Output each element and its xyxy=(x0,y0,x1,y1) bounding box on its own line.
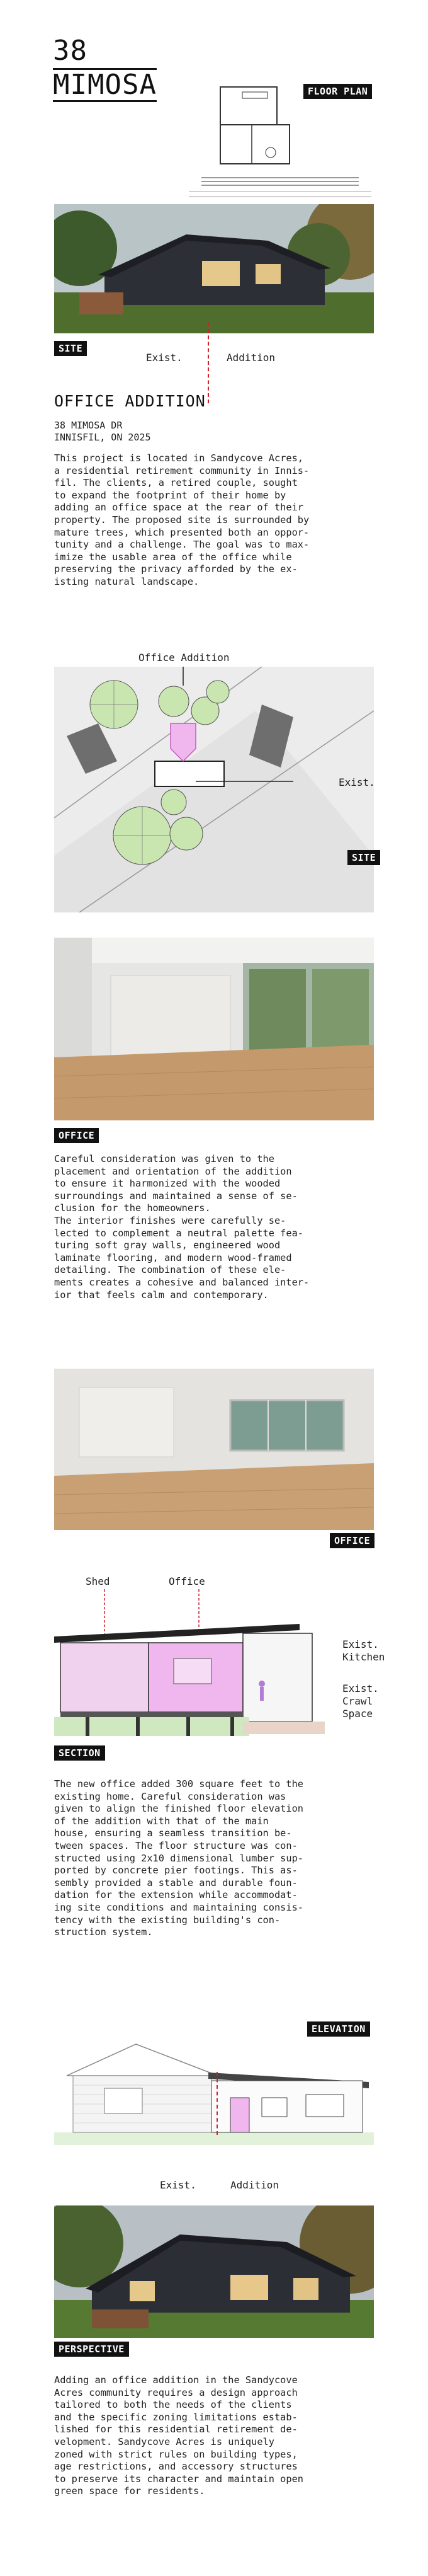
project-title: OFFICE ADDITION xyxy=(54,392,206,410)
text-line: to preserve its character and maintain open xyxy=(54,2473,304,2485)
text-line: clusion for the homeowners. xyxy=(54,1202,211,1214)
text-line: detailing. The combination of these ele- xyxy=(54,1264,286,1276)
text-line: tency with the existing building's con- xyxy=(54,1914,281,1926)
project-name: MIMOSA xyxy=(53,69,157,101)
text-line: of the addition with that of the main xyxy=(54,1815,269,1827)
floor-plan-tag: FLOOR PLAN xyxy=(303,84,372,99)
exist-addition-divider xyxy=(208,323,209,403)
office-interior-photo-1 xyxy=(54,938,374,1120)
text-line: surroundings and maintained a sense of se- xyxy=(54,1190,298,1202)
text-line: imize the usable area of the office while xyxy=(54,551,292,563)
site-plan-tag: SITE xyxy=(347,850,380,865)
project-number: 38 xyxy=(53,35,87,67)
site-addition-label: Addition xyxy=(227,352,276,364)
text-line: Exist. xyxy=(342,1638,379,1650)
text-line: lected to complement a neutral palette fea- xyxy=(54,1227,304,1239)
project-address-line2: INNISFIL, ON 2025 xyxy=(54,432,151,443)
text-line: age restrictions, and accessory structures xyxy=(54,2461,298,2473)
text-line: zoned with strict rules on building types, xyxy=(54,2448,298,2460)
text-line: ing site conditions and maintaining consis- xyxy=(54,1901,304,1913)
text-line: adding an office space at the rear of their xyxy=(54,502,304,514)
text-line: Acres community requires a design approach xyxy=(54,2386,298,2398)
text-line: velopment. Sandycove Acres is uniquely xyxy=(54,2435,274,2447)
text-line: laminate flooring, and modern wood-framed xyxy=(54,1251,292,1263)
project-description xyxy=(54,452,374,589)
office-description xyxy=(54,1153,374,1301)
text-line: and the specific zoning limitations estab- xyxy=(54,2411,298,2423)
perspective-photo xyxy=(54,2205,374,2338)
text-line: This project is located in Sandycove Acres, xyxy=(54,452,304,464)
section-tag: SECTION xyxy=(54,1745,105,1761)
text-line: The interior finishes were carefully se- xyxy=(54,1214,286,1226)
text-line: mature trees, which presented both an oppor- xyxy=(54,526,310,538)
site-photo-tag: SITE xyxy=(54,341,87,356)
text-line: preserving the privacy afforded by the ex- xyxy=(54,563,298,575)
text-line: fil. The clients, a retired couple, sought xyxy=(54,477,298,489)
text-line: dation for the extension while accommodat- xyxy=(54,1889,298,1901)
site-exist-label: Exist. xyxy=(146,352,183,364)
text-line: isting natural landscape. xyxy=(54,575,200,587)
text-line: structed using 2x10 dimensional lumber sup- xyxy=(54,1852,304,1864)
text-line: Crawl xyxy=(342,1695,373,1707)
site-plan-drawing xyxy=(54,667,374,912)
text-line: property. The proposed site is surrounded by xyxy=(54,514,310,526)
perspective-description xyxy=(54,2374,374,2498)
text-line: Careful consideration was given to the xyxy=(54,1153,274,1164)
text-line: given to align the finished floor elevation xyxy=(54,1803,304,1815)
text-line: Kitchen xyxy=(342,1651,385,1663)
section-exist-crawl xyxy=(342,1682,379,1720)
text-line: Exist. xyxy=(342,1682,379,1694)
perspective-tag: PERSPECTIVE xyxy=(54,2342,129,2357)
site-plan-exist-label: Exist. xyxy=(339,776,375,788)
elevation-divider xyxy=(217,2072,218,2135)
text-line: placement and orientation of the addition xyxy=(54,1165,292,1177)
text-line: existing home. Careful consideration was xyxy=(54,1790,286,1802)
elevation-drawing xyxy=(54,2038,374,2158)
text-line: house, ensuring a seamless transition be- xyxy=(54,1827,292,1839)
text-line: ments creates a cohesive and balanced inter- xyxy=(54,1276,310,1288)
office-interior-photo-2 xyxy=(54,1369,374,1530)
section-shed-label: Shed xyxy=(86,1575,110,1587)
text-line: lished for this residential retirement de- xyxy=(54,2424,298,2435)
site-exterior-photo xyxy=(54,204,374,333)
text-line: a residential retirement community in Innis- xyxy=(54,464,310,476)
elevation-addition-label: Addition xyxy=(230,2179,279,2191)
text-line: to ensure it harmonized with the wooded xyxy=(54,1178,281,1190)
text-line: turing soft gray walls, engineered wood xyxy=(54,1239,281,1251)
elevation-exist-label: Exist. xyxy=(160,2179,196,2191)
section-exist-kitchen xyxy=(342,1638,385,1664)
floor-plan-drawing xyxy=(164,83,378,200)
section-office-label: Office xyxy=(169,1575,205,1587)
text-line: to expand the footprint of their home by xyxy=(54,489,286,501)
office-tag-1: OFFICE xyxy=(54,1128,99,1143)
text-line: The new office added 300 square feet to the xyxy=(54,1778,304,1790)
section-description xyxy=(54,1778,374,1939)
project-address-line1: 38 MIMOSA DR xyxy=(54,420,123,431)
text-line: Adding an office addition in the Sandycove xyxy=(54,2374,298,2386)
section-drawing xyxy=(54,1589,337,1740)
text-line: ior that feels calm and contemporary. xyxy=(54,1289,269,1301)
text-line: sembly provided a stable and durable foun- xyxy=(54,1877,298,1889)
text-line: tailored to both the needs of the clients xyxy=(54,2399,292,2411)
elevation-tag: ELEVATION xyxy=(307,2021,370,2037)
text-line: struction system. xyxy=(54,1926,153,1938)
text-line: ported by concrete pier footings. This as- xyxy=(54,1865,298,1877)
text-line: Space xyxy=(342,1708,373,1720)
text-line: tween spaces. The floor structure was con- xyxy=(54,1839,298,1851)
text-line: green space for residents. xyxy=(54,2485,205,2497)
office-addition-label: Office Addition xyxy=(138,652,230,664)
text-line: tunity and a challenge. The goal was to max- xyxy=(54,539,310,551)
office-tag-2: OFFICE xyxy=(330,1533,374,1548)
